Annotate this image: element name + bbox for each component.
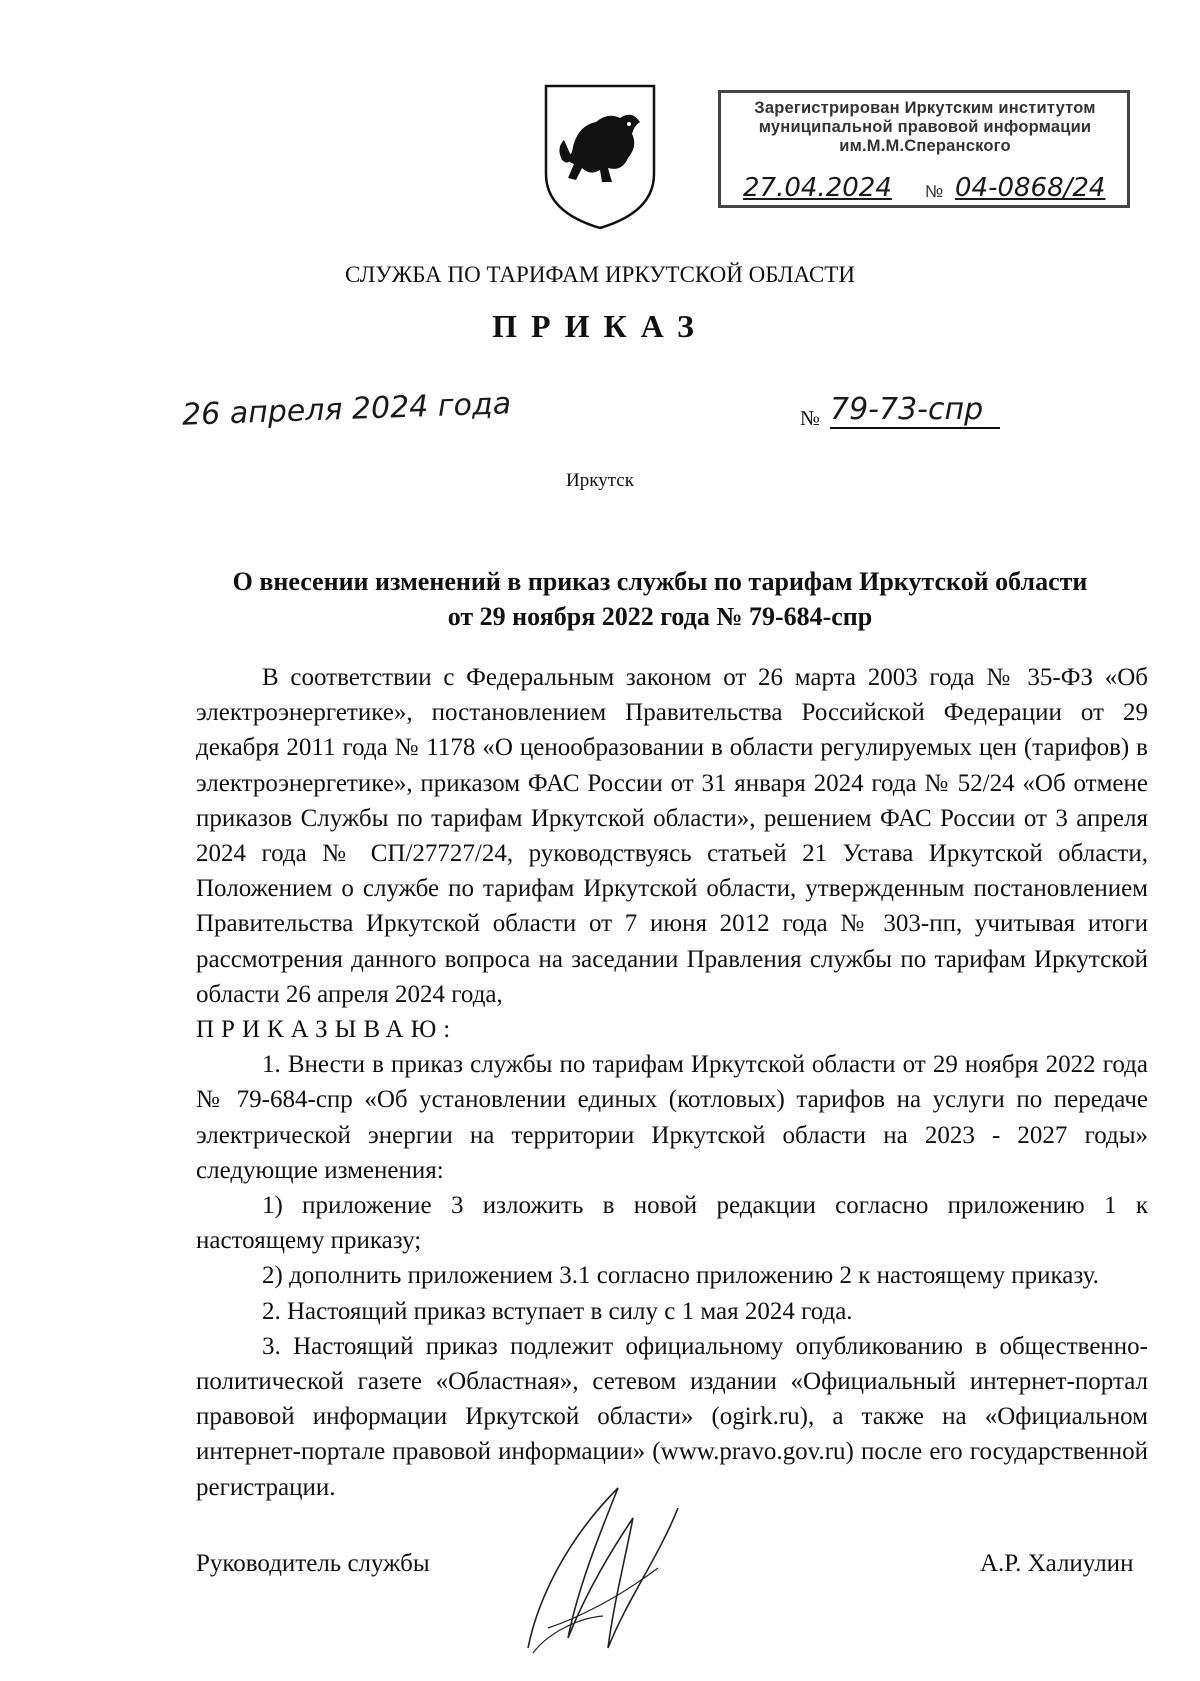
stamp-line-1: Зарегистрирован Иркутским институтом <box>754 99 1096 117</box>
document-type: ПРИКАЗ <box>492 308 708 344</box>
handwritten-signature <box>428 1448 728 1668</box>
order-number: 79-73-спр <box>830 392 1000 429</box>
document-title <box>180 564 1140 634</box>
order-date: 26 апреля 2024 года <box>181 386 512 433</box>
stamp-number-sign: № <box>925 182 944 201</box>
clause-1-2: 2) дополнить приложением 3.1 согласно приложению 2 к настоящему приказу. <box>262 1262 1099 1290</box>
title-line-2: от 29 ноября 2022 года № 79-684-спр <box>447 602 873 631</box>
stamp-date: 27.04.2024 <box>743 173 892 203</box>
clause-1-1: 1) приложение 3 изложить в новой редакции согласно приложению 1 к настоящему приказу; <box>196 1192 1148 1255</box>
clause-1: 1. Внести в приказ службы по тарифам Иркутской области от 29 ноября 2022 года № 79-684-спр «Об установлении единых (котловых) тарифов на услуги по передаче электрической энергии на территории Иркутской области на 2023 - 2027 годы» следующие изменения: <box>196 1051 1148 1184</box>
coat-of-arms-icon <box>542 82 658 230</box>
signatory-position: Руководитель службы <box>196 1550 430 1577</box>
stamp-number: 04-0868/24 <box>955 173 1106 203</box>
clause-3: 3. Настоящий приказ подлежит официальному опубликованию в общественно-политической газете «Областная», сетевом издании «Официальный интернет-портал правовой информации Иркутской области» (ogirk.ru), а также на «Официальном интернет-портале правовой информации» (www.pravo.gov.ru) после его государственной регистрации. <box>196 1332 1148 1501</box>
stamp-line-2: муниципальной правовой информации <box>758 118 1092 136</box>
order-word: ПРИКАЗЫВАЮ: <box>196 1016 458 1044</box>
document-body <box>196 660 1148 1505</box>
clause-2: 2. Настоящий приказ вступает в силу с 1 мая 2024 года. <box>262 1297 853 1325</box>
order-number-sign: № <box>800 406 821 430</box>
agency-name: СЛУЖБА ПО ТАРИФАМ ИРКУТСКОЙ ОБЛАСТИ <box>345 262 855 287</box>
stamp-registration-row <box>733 173 1123 205</box>
city: Иркутск <box>566 470 634 491</box>
signatory-name: А.Р. Халиулин <box>980 1550 1134 1577</box>
preamble-paragraph: В соответствии с Федеральным законом от 26 марта 2003 года № 35-ФЗ «Об электроэнергетике», постановлением Правительства Российской Федерации от 29 декабря 2011 года № 1178 «О ценообразовании в области регулируемых цен (тарифов) в электроэнергетике», приказом ФАС России от 31 января 2024 года № 52/24 «Об отмене приказов Службы по тарифам Иркутской области», решением ФАС России от 3 апреля 2024 года № СП/27727/24, руководствуясь статьей 21 Устава Иркутской области, Положением о службе по тарифам Иркутской области, утвержденным постановлением Правительства Иркутской области от 7 июня 2012 года № 303-пп, учитывая итоги рассмотрения данного вопроса на заседании Правления службы по тарифам Иркутской области 26 апреля 2024 года, <box>196 664 1148 1008</box>
stamp-line-3: им.М.М.Сперанского <box>839 137 1011 155</box>
title-line-1: О внесении изменений в приказ службы по тарифам Иркутской области <box>232 567 1088 596</box>
registration-stamp <box>718 90 1130 208</box>
